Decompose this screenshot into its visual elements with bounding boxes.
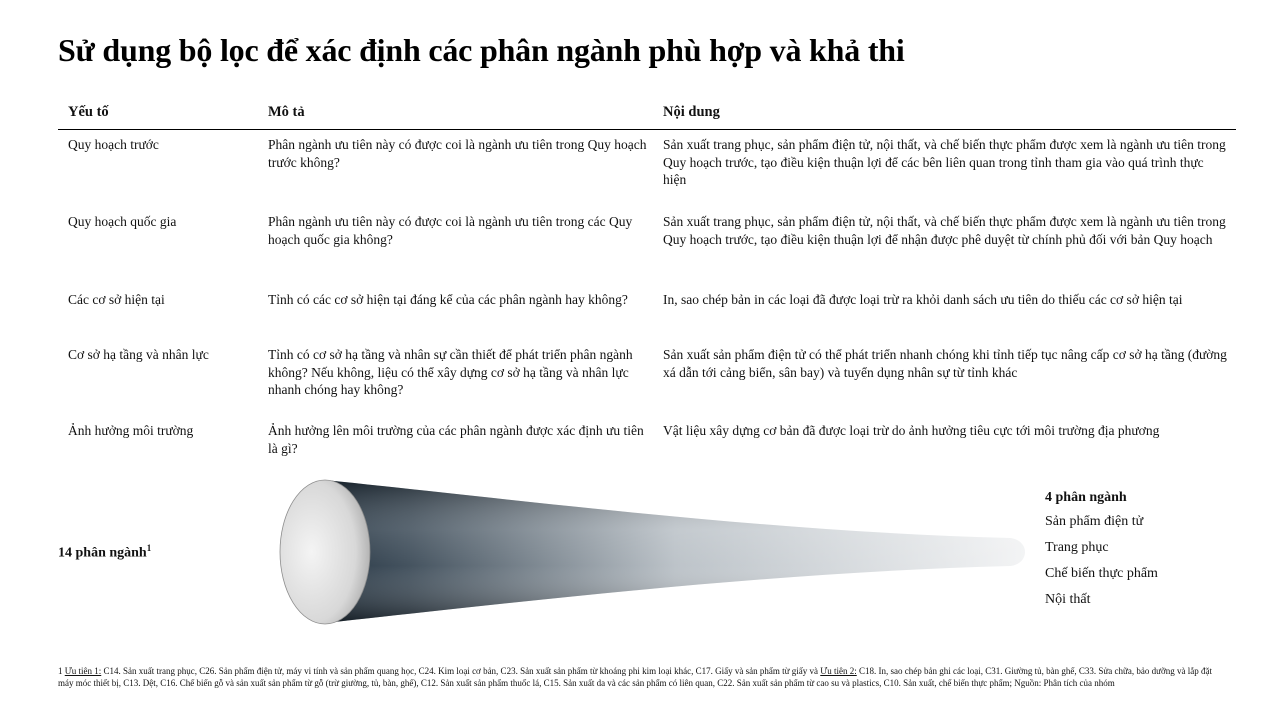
funnel-input-text: 14 phân ngành [58,545,147,561]
output-item: Chế biến thực phẩm [1045,566,1158,581]
footnote-marker: 1 [146,543,152,553]
footnote-prefix: 1 [58,666,65,676]
row-factor: Cơ sở hạ tầng và nhân lực [68,347,209,362]
table-row [58,416,1236,466]
table-header [58,100,1236,130]
header-description: Mô tả [268,104,305,120]
header-content: Nội dung [663,104,720,120]
row-description: Ảnh hưởng lên môi trường của các phân ngành được xác định ưu tiên là gì? [268,423,644,456]
funnel-input-label [58,543,151,562]
footnote [58,665,1228,689]
funnel-output [1045,490,1158,618]
priority-1-label: Ưu tiên 1: [64,666,102,676]
row-content: Vật liệu xây dựng cơ bản đã được loại trừ do ảnh hưởng tiêu cực tới môi trường địa phương [663,423,1160,438]
priority-2-text: C18. In, sao chép bản ghi các loại, C31. Giường tủ, bàn ghế, C33. Sửa chữa, bảo dưỡng và lắp đặt máy móc thiết bị, C13. Dệt, C16. Chế biến gỗ và sản xuất sản phẩm từ gỗ (trừ giường, tủ, bàn, ghế), C12. Sản xuất sản phẩm thuốc lá, C15. Sản xuất da và các sản phẩm có liên quan, C22. Sản xuất sản phẩm từ cao su và plastics, C10. Sản xuất, chế biến thực phẩm; Nguồn: Phân tích của nhóm [58,666,1212,688]
row-description: Phân ngành ưu tiên này có được coi là ngành ưu tiên trong Quy hoạch trước không? [268,137,647,170]
output-title: 4 phân ngành [1045,490,1127,505]
priority-2-label: Ưu tiên 2: [820,666,857,676]
page-title: Sử dụng bộ lọc để xác định các phân ngành phù hợp và khả thi [58,32,905,68]
row-content: In, sao chép bản in các loại đã được loại trừ ra khỏi danh sách ưu tiên do thiếu các cơ sở hiện tại [663,292,1183,307]
table-row [58,207,1236,285]
row-description: Phân ngành ưu tiên này có được coi là ngành ưu tiên trong các Quy hoạch quốc gia không? [268,214,633,247]
funnel-shading [325,480,1025,623]
row-content: Sản xuất sản phẩm điện tử có thể phát triển nhanh chóng khi tỉnh tiếp tục nâng cấp cơ sở hạ tầng (đường xá dẫn tới cảng biển, sân bay) và tuyển dụng nhân sự từ tỉnh khác [663,347,1227,380]
output-item: Nội thất [1045,592,1091,607]
funnel-mouth [280,480,370,624]
output-item: Sản phẩm điện tử [1045,514,1144,529]
output-item: Trang phục [1045,540,1109,555]
row-content: Sản xuất trang phục, sản phẩm điện tử, nội thất, và chế biến thực phẩm được xem là ngành ưu tiên trong Quy hoạch trước, tạo điều kiện thuận lợi để nhận được phê duyệt từ chính phủ đối với bản Quy hoạch [663,214,1226,247]
row-factor: Ảnh hưởng môi trường [68,423,194,438]
row-factor: Các cơ sở hiện tại [68,292,165,307]
funnel-graphic [270,470,1040,640]
row-content: Sản xuất trang phục, sản phẩm điện tử, nội thất, và chế biến thực phẩm được xem là ngành ưu tiên trong Quy hoạch trước, tạo điều kiện thuận lợi để các bên liên quan trong tỉnh tham gia vào quá trình thực hiện [663,137,1226,187]
table-row [58,340,1236,416]
row-factor: Quy hoạch quốc gia [68,214,177,229]
row-description: Tỉnh có các cơ sở hiện tại đáng kể của các phân ngành hay không? [268,292,628,307]
priority-1-text: C14. Sản xuất trang phục, C26. Sản phẩm điện tử, máy vi tính và sản phẩm quang học, C24. Kim loại cơ bản, C23. Sản xuất sản phẩm từ khoáng phi kim loại khác, C17. Giấy và sản phẩm từ giấy và [101,666,821,676]
table-row [58,285,1236,340]
header-factor: Yếu tố [68,104,109,120]
filter-table [58,100,1236,466]
row-factor: Quy hoạch trước [68,137,159,152]
table-row [58,130,1236,207]
row-description: Tỉnh có cơ sở hạ tầng và nhân sự cần thiết để phát triển phân ngành không? Nếu không, liệu có thể xây dựng cơ sở hạ tầng và nhân lực nhanh chóng hay không? [268,347,633,397]
